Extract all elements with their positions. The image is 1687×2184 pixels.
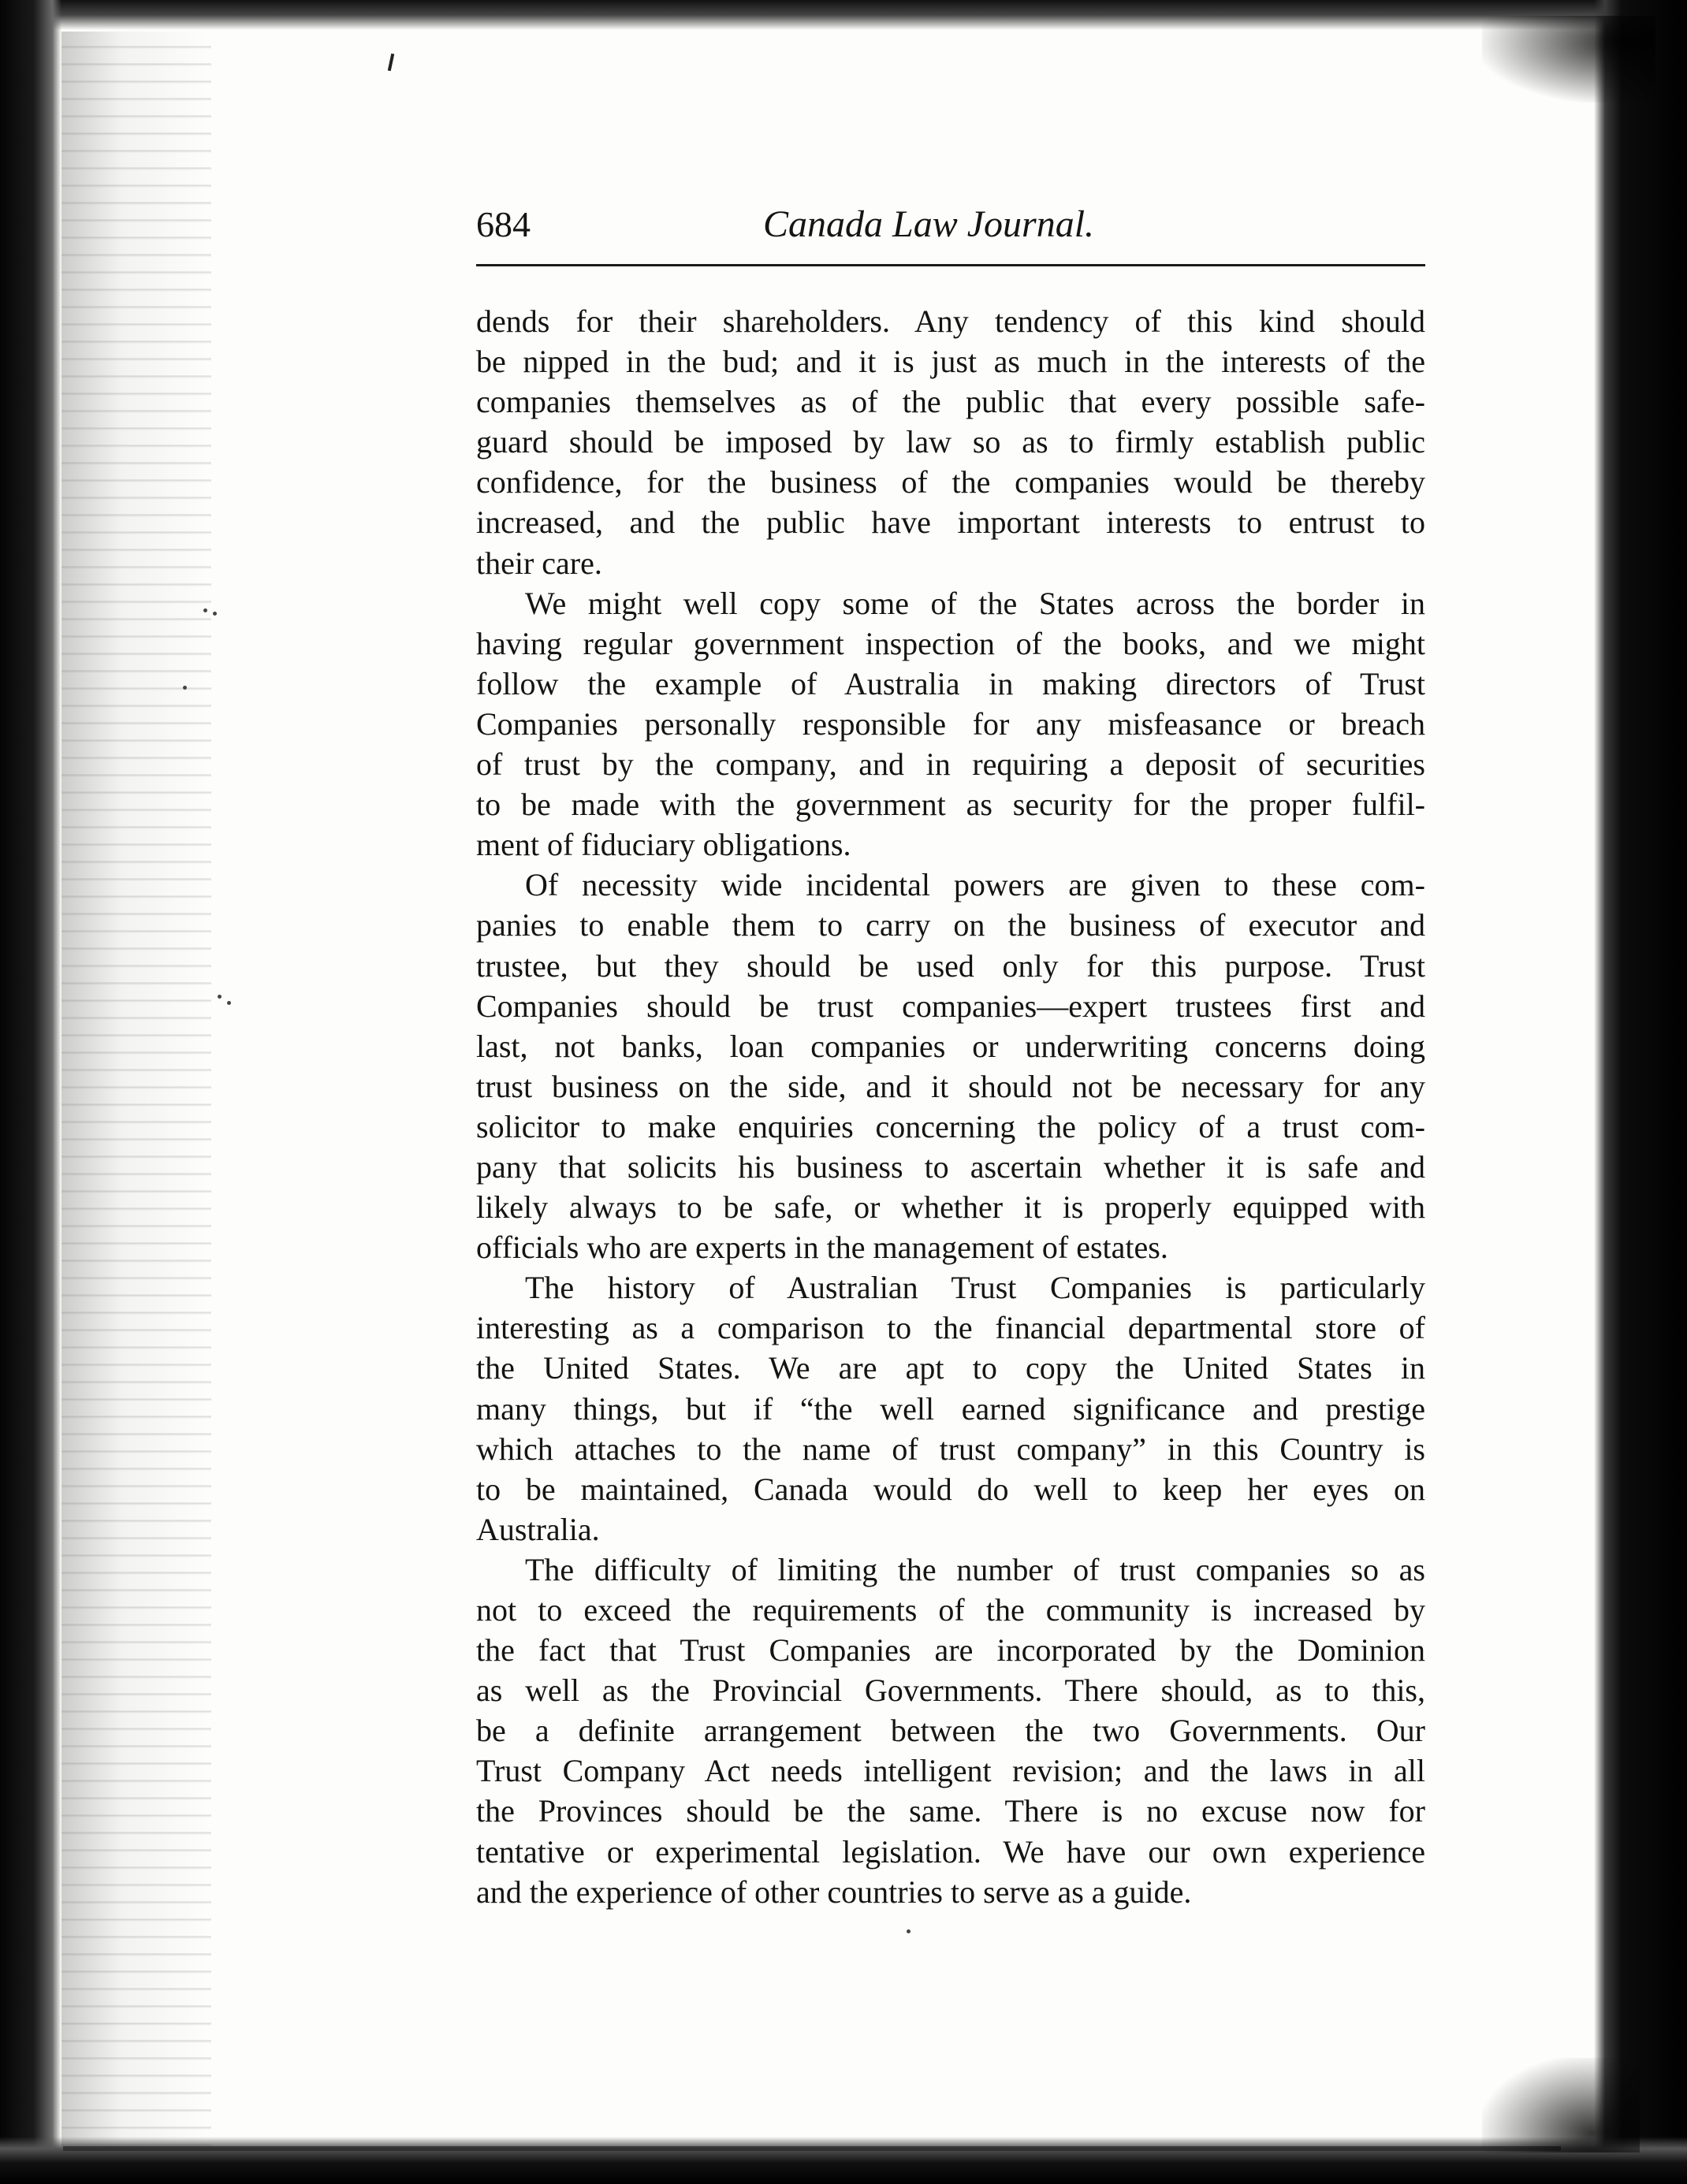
text-line: tentative or experimental legislation. We have our own experience [476, 1833, 1425, 1870]
scan-edge-top [0, 0, 1687, 30]
text-line: confidence, for the business of the companies would be thereby [476, 464, 1425, 500]
text-line: follow the example of Australia in making directors of Trust [476, 665, 1425, 701]
text-line: of trust by the company, and in requiring a deposit of securities [476, 746, 1425, 783]
stray-mark [388, 54, 394, 71]
scan-blot-top-right [1482, 16, 1655, 102]
text-line: likely always to be safe, or whether it is properly equipped with [476, 1189, 1425, 1226]
text-line: Of necessity wide incidental powers are given to these com- [525, 867, 1425, 903]
text-line: Trust Company Act needs intelligent revision; and the laws in all [476, 1753, 1425, 1789]
speck [213, 612, 217, 616]
scan-edge-left-streaks [61, 32, 211, 2160]
text-line: which attaches to the name of trust company” in this Country is [476, 1431, 1425, 1467]
text-line: pany that solicits his business to ascertain whether it is safe and [476, 1148, 1425, 1185]
text-line: Companies personally responsible for any misfeasance or breach [476, 705, 1425, 742]
body-text [476, 301, 1425, 1912]
scan-blot-bottom-right [1482, 2058, 1640, 2152]
text-line: increased, and the public have important interests to entrust to [476, 504, 1425, 541]
text-line: trustee, but they should be used only for this purpose. Trust [476, 947, 1425, 984]
text-line: companies themselves as of the public that every possible safe- [476, 384, 1425, 420]
text-line: to be made with the government as security for the proper fulfil- [476, 787, 1425, 823]
scan-edge-bottom-line [63, 2146, 1561, 2151]
text-line: the Provinces should be the same. There is no excuse now for [476, 1793, 1425, 1829]
text-line: trust business on the side, and it should not be necessary for any [476, 1068, 1425, 1104]
speck [218, 995, 222, 999]
text-line: The history of Australian Trust Companies is particularly [525, 1270, 1425, 1306]
paragraph [476, 301, 1425, 583]
scan-edge-left [0, 0, 61, 2184]
header-rule [476, 264, 1425, 266]
paragraph [476, 865, 1425, 1267]
journal-title: Canada Law Journal. [763, 203, 1095, 245]
paragraph [476, 1267, 1425, 1550]
text-line: as well as the Provincial Governments. There should, as to this, [476, 1672, 1425, 1709]
text-line: be nipped in the bud; and it is just as much in the interests of the [476, 344, 1425, 380]
text-line: guard should be imposed by law so as to firmly establish public [476, 424, 1425, 460]
page-number: 684 [476, 204, 531, 244]
text-line: be a definite arrangement between the two Governments. Our [476, 1713, 1425, 1749]
text-line: the fact that Trust Companies are incorporated by the Dominion [476, 1632, 1425, 1669]
text-line: dends for their shareholders. Any tendency of this kind should [476, 303, 1425, 339]
text-line: last, not banks, loan companies or underwriting concerns doing [476, 1028, 1425, 1064]
speck [183, 686, 187, 690]
text-line: and the experience of other countries to serve as a guide. [476, 1873, 1192, 1910]
text-line: We might well copy some of the States across the border in [525, 585, 1425, 621]
text-line: Australia. [476, 1511, 600, 1547]
text-line: The difficulty of limiting the number of trust companies so as [525, 1551, 1425, 1587]
text-line: ment of fiduciary obligations. [476, 827, 851, 863]
text-line: their care. [476, 545, 602, 581]
text-line: Companies should be trust companies—expert trustees first and [476, 988, 1425, 1024]
text-line: officials who are experts in the management of estates. [476, 1230, 1168, 1266]
text-line: the United States. We are apt to copy the United States in [476, 1350, 1425, 1386]
text-line: having regular government inspection of the books, and we might [476, 625, 1425, 661]
text-line: interesting as a comparison to the financial departmental store of [476, 1310, 1425, 1346]
scan-edge-bottom [0, 2137, 1687, 2184]
text-line: panies to enable them to carry on the business of executor and [476, 907, 1425, 943]
text-line: many things, but if “the well earned significance and prestige [476, 1390, 1425, 1427]
running-head [476, 201, 1425, 256]
speck [227, 1001, 231, 1005]
paragraph [476, 1550, 1425, 1912]
scan-edge-right [1594, 0, 1687, 2184]
speck [907, 1929, 911, 1933]
speck [203, 608, 207, 612]
text-line: solicitor to make enquiries concerning the policy of a trust com- [476, 1108, 1425, 1144]
text-line: not to exceed the requirements of the community is increased by [476, 1592, 1425, 1628]
paragraph [476, 583, 1425, 865]
text-line: to be maintained, Canada would do well to keep her eyes on [476, 1471, 1425, 1507]
